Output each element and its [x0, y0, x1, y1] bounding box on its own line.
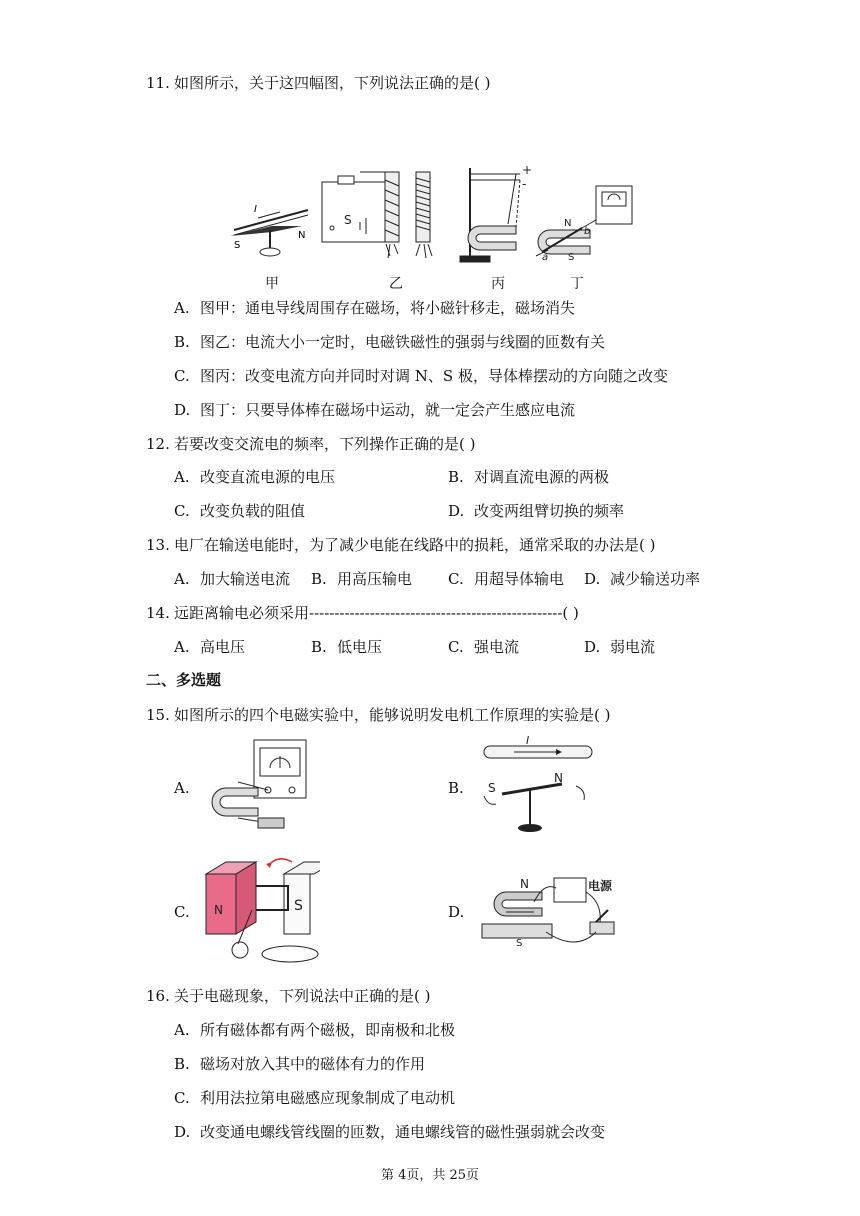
option-text: 图甲：通电导线周围存在磁场，将小磁针移走，磁场消失	[200, 299, 576, 317]
q16-option-d[interactable]	[174, 1122, 605, 1142]
q14-stem-text: 远距离输电必须采用--------------------------------------------------( )	[174, 604, 579, 622]
caption-yi: 乙	[389, 276, 403, 292]
q13-option-a[interactable]	[174, 569, 290, 589]
fig-c-s-label: S	[294, 898, 303, 914]
option-text: 所有磁体都有两个磁极，即南极和北极	[200, 1021, 456, 1039]
fig-ding-b-label: b	[584, 226, 591, 237]
q13-stem	[146, 535, 655, 555]
option-label: D.	[584, 638, 601, 656]
page-footer: 第 4页，共 25页	[380, 1168, 480, 1183]
option-label: B.	[311, 570, 327, 588]
fig-ding-n-label: N	[564, 218, 572, 229]
q11-stem-text: 如图所示，关于这四幅图，下列说法正确的是( )	[174, 74, 491, 92]
q13-stem-text: 电厂在输送电能时，为了减少电能在线路中的损耗，通常采取的办法是( )	[174, 536, 656, 554]
q11-figure	[220, 160, 650, 270]
option-text: 图丁：只要导体棒在磁场中运动，就一定会产生感应电流	[200, 401, 576, 419]
q14-stem	[146, 603, 579, 623]
fig-ding-s-label: S	[568, 252, 575, 263]
option-text: 用超导体输电	[474, 570, 565, 588]
option-label: A.	[174, 638, 190, 656]
fig-d-s-label: S	[516, 938, 523, 949]
option-label: C.	[448, 638, 464, 656]
option-label: C.	[174, 502, 190, 520]
q15-stem	[146, 705, 610, 725]
fig-jia-n-label: N	[298, 230, 306, 241]
option-label: C.	[174, 1089, 190, 1107]
fig-yi-switch-label: S	[344, 213, 352, 227]
option-text: 图乙：电流大小一定时，电磁铁磁性的强弱与线圈的匝数有关	[200, 333, 606, 351]
option-label: C.	[448, 570, 464, 588]
q15-figure-b	[472, 736, 602, 836]
option-text: 用高压输电	[337, 570, 413, 588]
q16-option-b[interactable]	[174, 1054, 425, 1074]
option-label: B.	[174, 1055, 190, 1073]
q12-number: 12.	[146, 435, 170, 453]
fig-bing-plus-label: +	[522, 163, 533, 177]
q15-option-b-label[interactable]: B.	[448, 779, 464, 797]
option-label: B.	[174, 333, 190, 351]
fig-d-power-label: 电源	[588, 879, 613, 893]
q13-option-b[interactable]	[311, 569, 412, 589]
option-text: 磁场对放入其中的磁体有力的作用	[200, 1055, 426, 1073]
option-text: 图丙：改变电流方向并同时对调 N、S 极，导体棒摆动的方向随之改变	[200, 367, 668, 385]
option-text: 利用法拉第电磁感应现象制成了电动机	[200, 1089, 456, 1107]
caption-jia: 甲	[265, 276, 279, 292]
option-text: 减少输送功率	[610, 570, 701, 588]
option-text: 加大输送电流	[200, 570, 291, 588]
fig-b-s-label: S	[488, 781, 496, 795]
q16-option-c[interactable]	[174, 1088, 455, 1108]
option-text: 对调直流电源的两极	[474, 468, 610, 486]
caption-ding: 丁	[570, 276, 584, 292]
option-label: D.	[174, 401, 191, 419]
q15-figure-a	[198, 738, 318, 838]
option-text: 改变直流电源的电压	[200, 468, 336, 486]
q14-option-a[interactable]	[174, 637, 245, 657]
q15-stem-text: 如图所示的四个电磁实验中，能够说明发电机工作原理的实验是( )	[174, 706, 611, 724]
option-label: A.	[174, 570, 190, 588]
fig-b-n-label: N	[554, 771, 563, 785]
section-title: 二、多选题	[146, 671, 222, 689]
option-text: 改变负载的阻值	[200, 502, 306, 520]
q16-option-a[interactable]	[174, 1020, 455, 1040]
q14-option-d[interactable]	[584, 637, 655, 657]
option-text: 强电流	[474, 638, 520, 656]
option-label: D.	[448, 502, 465, 520]
option-text: 弱电流	[610, 638, 656, 656]
q15-number: 15.	[146, 706, 170, 724]
q14-number: 14.	[146, 604, 170, 622]
q12-option-c[interactable]	[174, 501, 305, 521]
q15-option-d-label[interactable]: D.	[448, 903, 465, 921]
q11-option-c[interactable]	[174, 366, 668, 386]
q11-option-a[interactable]	[174, 298, 575, 318]
q14-option-c[interactable]	[448, 637, 519, 657]
q13-number: 13.	[146, 536, 170, 554]
option-label: D.	[174, 1123, 191, 1141]
q15-option-a-label[interactable]: A.	[174, 779, 190, 797]
q11-option-d[interactable]	[174, 400, 575, 420]
q11-stem	[146, 73, 490, 93]
figure-ding	[536, 186, 632, 256]
option-text: 高电压	[200, 638, 246, 656]
fig-jia-current-label: I	[254, 204, 257, 215]
q16-stem-text: 关于电磁现象，下列说法中正确的是( )	[174, 987, 431, 1005]
option-label: D.	[584, 570, 601, 588]
option-label: B.	[448, 468, 464, 486]
q11-option-b[interactable]	[174, 332, 605, 352]
fig-b-current-label: I	[526, 736, 530, 747]
figure-yi	[322, 172, 432, 258]
q12-option-a[interactable]	[174, 467, 335, 487]
option-text: 改变通电螺线管线圈的匝数，通电螺线管的磁性强弱就会改变	[200, 1123, 606, 1141]
q15-figure-d	[476, 872, 621, 954]
q13-option-c[interactable]	[448, 569, 564, 589]
q12-stem	[146, 434, 475, 454]
option-label: A.	[174, 1021, 190, 1039]
option-label: A.	[174, 468, 190, 486]
option-label: C.	[174, 367, 190, 385]
fig-d-n-label: N	[520, 877, 529, 891]
q14-option-b[interactable]	[311, 637, 382, 657]
option-label: A.	[174, 299, 190, 317]
q12-option-d[interactable]	[448, 501, 624, 521]
fig-ding-a-label: a	[542, 252, 549, 263]
q15-figure-c	[200, 852, 320, 970]
q16-number: 16.	[146, 987, 170, 1005]
option-text: 低电压	[337, 638, 383, 656]
q11-number: 11.	[146, 74, 170, 92]
figure-bing	[460, 168, 520, 262]
q12-stem-text: 若要改变交流电的频率，下列操作正确的是( )	[174, 435, 476, 453]
q16-stem	[146, 986, 430, 1006]
figure-jia	[230, 204, 308, 256]
q15-option-c-label[interactable]: C.	[174, 903, 190, 921]
option-label: B.	[311, 638, 327, 656]
q13-option-d[interactable]	[584, 569, 700, 589]
fig-c-n-label: N	[214, 903, 223, 917]
option-text: 改变两组臂切换的频率	[474, 502, 625, 520]
q12-option-b[interactable]	[448, 467, 609, 487]
fig-bing-minus-label: -	[522, 177, 527, 191]
fig-jia-s-label: S	[234, 240, 241, 251]
caption-bing: 丙	[491, 276, 505, 292]
